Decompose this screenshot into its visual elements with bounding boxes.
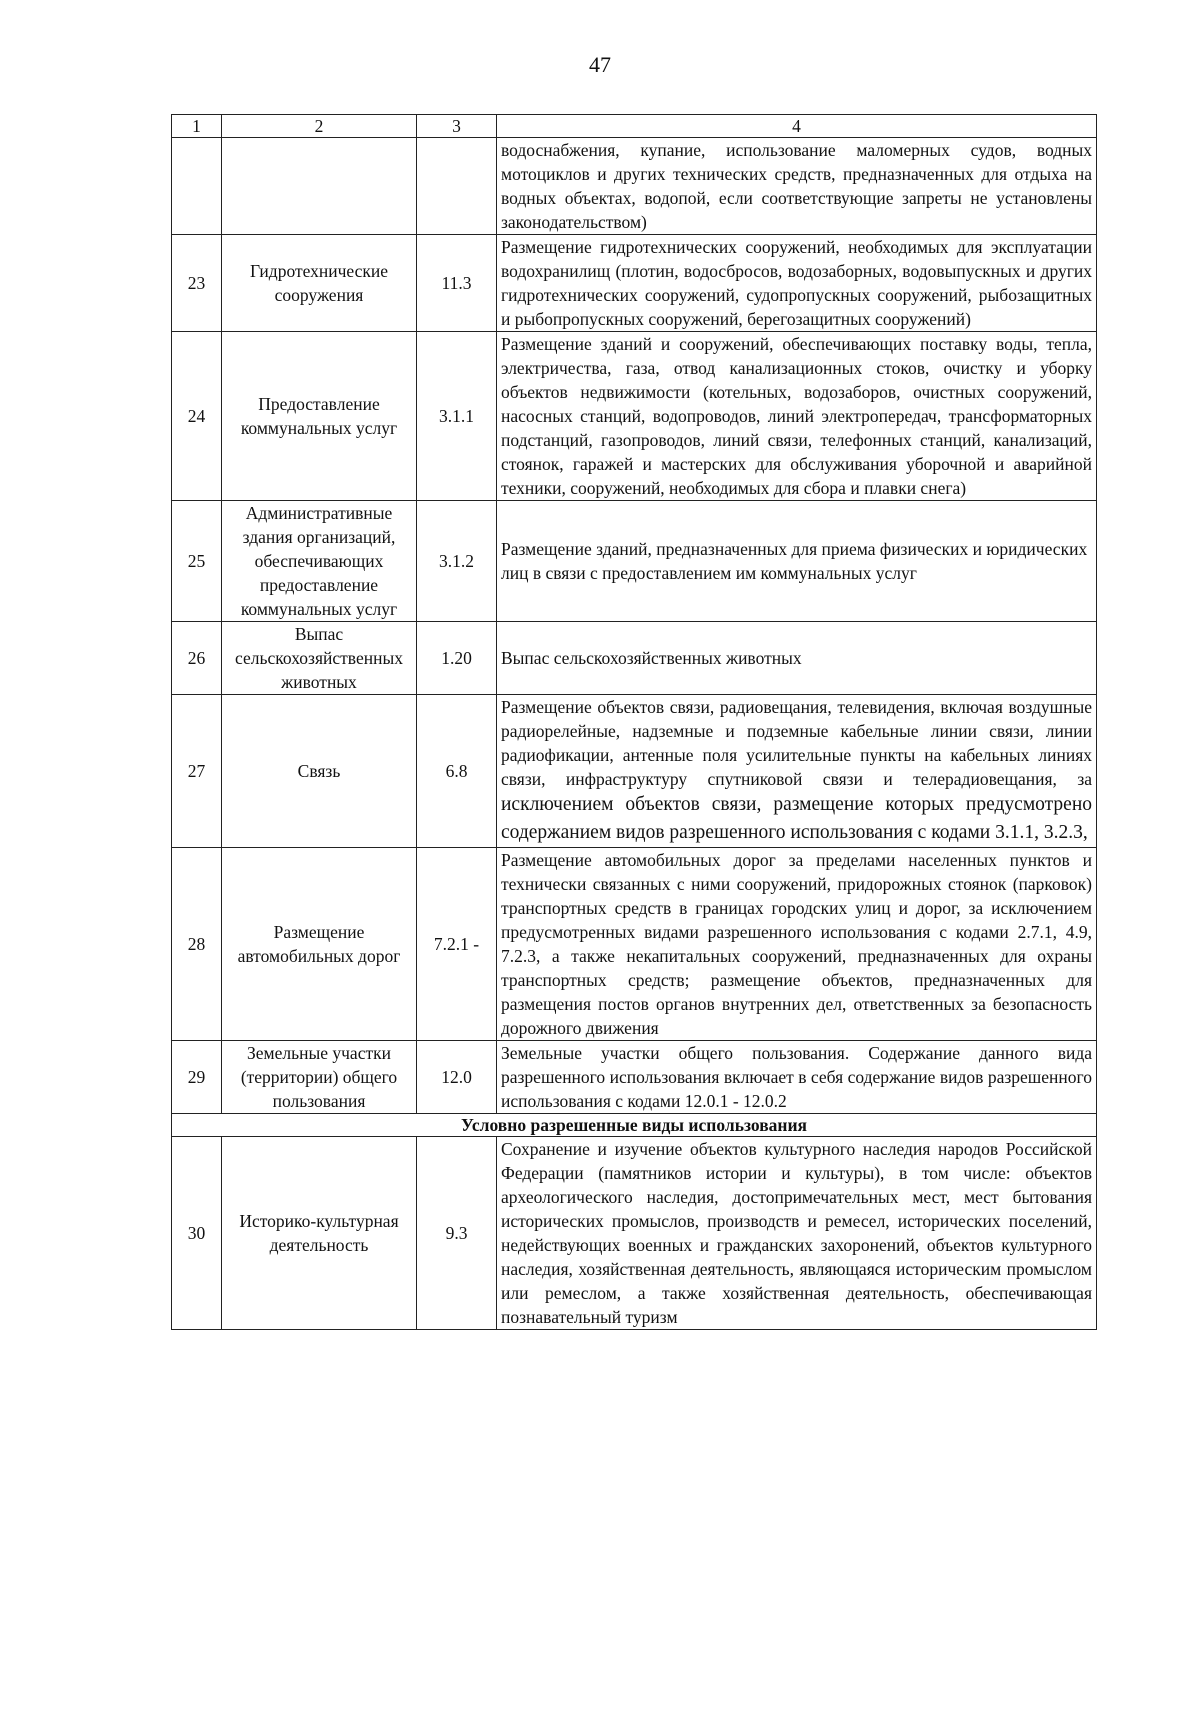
row-code: 9.3 [417, 1137, 497, 1330]
land-use-table [171, 114, 1097, 1330]
table-row-continuation [172, 138, 1097, 235]
row-name: Земельные участки (территории) общего пользования [222, 1041, 417, 1114]
table-header-row [172, 115, 1097, 138]
row-name: Гидротехнические сооружения [222, 235, 417, 332]
row-code: 3.1.2 [417, 501, 497, 622]
table-row-27 [172, 695, 1097, 848]
row-code: 1.20 [417, 622, 497, 695]
row-number: 25 [172, 501, 222, 622]
table-row-26 [172, 622, 1097, 695]
row-description-main: Размещение объектов связи, радиовещания, телевидения, включая воздушные радиорелейные, надземные и подземные кабельные линии связи, линии радиофикации, антенные поля усилительные пункты на кабельных линиях связи, инфраструктуру спутниковой связи и телерадиовещания, за [501, 697, 1092, 789]
header-cell-1: 1 [172, 115, 222, 138]
row-description [497, 695, 1097, 848]
row-description: Выпас сельскохозяйственных животных [497, 622, 1097, 695]
row-name [222, 138, 417, 235]
row-description: Земельные участки общего пользования. Содержание данного вида разрешенного использования включает в себя содержание видов разрешенного использования с кодами 12.0.1 - 12.0.2 [497, 1041, 1097, 1114]
header-cell-4: 4 [497, 115, 1097, 138]
row-code: 12.0 [417, 1041, 497, 1114]
row-description: Размещение гидротехнических сооружений, необходимых для эксплуатации водохранилищ (плотин, водосбросов, водозаборных, водовыпускных и других гидротехнических сооружений, судопропускных сооружений, рыбозащитных и рыбопропускных сооружений, берегозащитных сооружений) [497, 235, 1097, 332]
row-code: 3.1.1 [417, 332, 497, 501]
row-number [172, 138, 222, 235]
row-code: 7.2.1 - [417, 848, 497, 1041]
row-description: Размещение зданий, предназначенных для приема физических и юридических лиц в связи с предоставлением им коммунальных услуг [497, 501, 1097, 622]
table-row-28 [172, 848, 1097, 1041]
row-name: Размещение автомобильных дорог [222, 848, 417, 1041]
row-number: 26 [172, 622, 222, 695]
row-description-large-print: исключением объектов связи, размещение которых предусмотрено содержанием видов разрешенного использования с кодами 3.1.1, 3.2.3, [501, 794, 1092, 843]
page-number: 47 [589, 52, 611, 77]
row-code: 6.8 [417, 695, 497, 848]
table-row-23 [172, 235, 1097, 332]
row-description: Сохранение и изучение объектов культурного наследия народов Российской Федерации (памятников истории и культуры), в том числе: объектов археологического наследия, достопримечательных мест, мест бытования исторических промыслов, производств и ремесел, исторических поселений, недействующих военных и гражданских захоронений, объектов культурного наследия, хозяйственная деятельность, являющаяся историческим промыслом или ремеслом, а также хозяйственная деятельность, обеспечивающая познавательный туризм [497, 1137, 1097, 1330]
row-name: Административные здания организаций, обеспечивающих предоставление коммунальных услуг [222, 501, 417, 622]
row-description: Размещение зданий и сооружений, обеспечивающих поставку воды, тепла, электричества, газа, отвод канализационных стоков, очистку и уборку объектов недвижимости (котельных, водозаборов, очистных сооружений, насосных станций, водопроводов, линий электропередач, трансформаторных подстанций, газопроводов, линий связи, телефонных станций, канализаций, стоянок, гаражей и мастерских для обслуживания уборочной и аварийной техники, сооружений, необходимых для сбора и плавки снега) [497, 332, 1097, 501]
section-header-row [172, 1114, 1097, 1137]
row-code [417, 138, 497, 235]
row-number: 27 [172, 695, 222, 848]
header-cell-2: 2 [222, 115, 417, 138]
row-name: Историко-культурная деятельность [222, 1137, 417, 1330]
table-row-30 [172, 1137, 1097, 1330]
header-cell-3: 3 [417, 115, 497, 138]
row-name: Предоставление коммунальных услуг [222, 332, 417, 501]
row-description: Размещение автомобильных дорог за пределами населенных пунктов и технически связанных с ними сооружений, придорожных стоянок (парковок) транспортных средств в границах городских улиц и дорог, за исключением предусмотренных видами разрешенного использования с кодами 2.7.1, 4.9, 7.2.3, а также некапитальных сооружений, предназначенных для охраны транспортных средств; размещение объектов, предназначенных для размещения постов органов внутренних дел, ответственных за безопасность дорожного движения [497, 848, 1097, 1041]
table-row-24 [172, 332, 1097, 501]
row-name: Связь [222, 695, 417, 848]
section-title: Условно разрешенные виды использования [172, 1114, 1097, 1137]
table-row-29 [172, 1041, 1097, 1114]
row-name: Выпас сельскохозяйственных животных [222, 622, 417, 695]
row-description: водоснабжения, купание, использование маломерных судов, водных мотоциклов и других технических средств, предназначенных для отдыха на водных объектах, водопой, если соответствующие запреты не установлены законодательством) [497, 138, 1097, 235]
row-number: 30 [172, 1137, 222, 1330]
row-number: 24 [172, 332, 222, 501]
row-number: 23 [172, 235, 222, 332]
row-number: 29 [172, 1041, 222, 1114]
row-code: 11.3 [417, 235, 497, 332]
table-row-25 [172, 501, 1097, 622]
row-number: 28 [172, 848, 222, 1041]
